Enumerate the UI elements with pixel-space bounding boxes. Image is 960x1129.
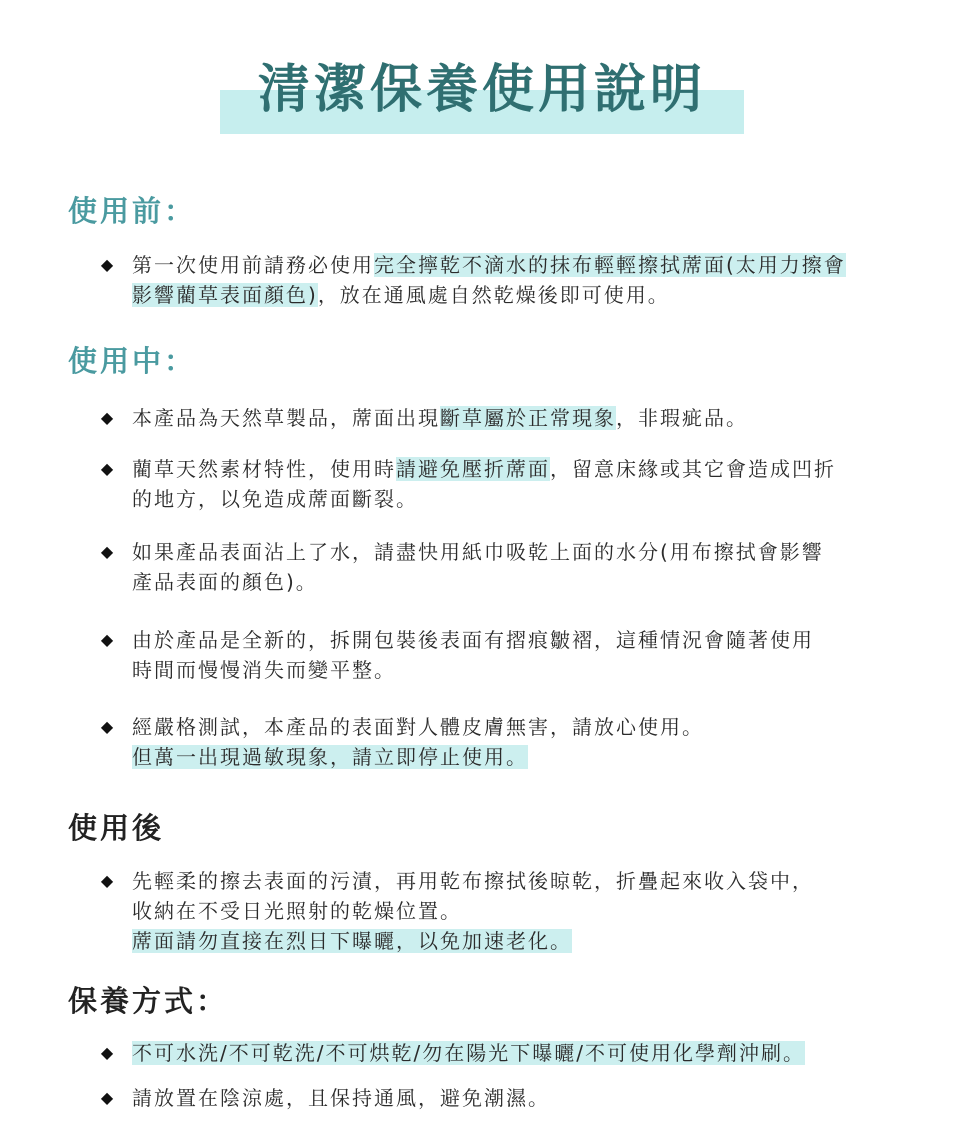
highlighted-text: 不可水洗/不可乾洗/不可烘乾/勿在陽光下曝曬/不可使用化學劑沖刷。 [132,1041,805,1065]
diamond-bullet-icon: ◆ [100,630,114,649]
page-title: 清潔保養使用說明 [257,59,706,120]
highlighted-text: 但萬一出現過敏現象，請立即停止使用。 [132,745,528,769]
section-heading-after: 使用後 [68,811,165,845]
diamond-bullet-icon: ◆ [100,408,114,427]
highlighted-text: 完全擰乾不滴水的抹布輕輕擦拭蓆面(太用力擦會 [374,253,846,277]
diamond-bullet-icon: ◆ [100,871,114,890]
diamond-bullet-icon: ◆ [100,459,114,478]
highlighted-text: 蓆面請勿直接在烈日下曝曬，以免加速老化。 [132,929,572,953]
instructions-page: 清潔保養使用說明 使用前： ◆ 第一次使用前請務必使用完全擰乾不滴水的抹布輕輕擦拭蓆面(太用力擦會 影響藺草表面顏色)，放在通風處自然乾燥後即可使用。 使用中： ◆ 本產品為天然草製品，蓆面出現斷草屬於正常現象，非瑕疵品。 ◆ 藺草天然素材特性，使用時請避免壓折蓆面，留意床緣或其它會造成凹折 的地方，以免造成蓆面斷裂。 ◆ 如果產品表面沾上了水，請盡快用紙巾吸乾上面的水分(用布擦拭會影響 產品表面的顏色)。 ◆ 由於產品是全新的，拆開包裝後表面有摺痕皺褶，這種情況會隨著使用 時間而慢慢消失而變平整。 ◆ 經嚴格測試，本產品的表面對人體皮膚無害，請放心使用。 但萬一出現過敏現象，請立即停止使用。 使用後 ◆ 先輕柔的擦去表面的污漬，再用乾布擦拭後晾乾，折疊起來收入袋中， 收納在不受日光照射的乾燥位置。 蓆面請勿直接在烈日下曝曬，以免加速老化。 保養方式： ◆ 不可水洗/不可乾洗/不可烘乾/勿在陽光下曝曬/不可使用化學劑沖刷。 ◆ 請放置在陰涼處，且保持通風，避免潮濕。 [0,0,960,1129]
diamond-bullet-icon: ◆ [100,1043,114,1062]
highlighted-text: 請避免壓折蓆面 [396,457,550,481]
diamond-bullet-icon: ◆ [100,717,114,736]
highlighted-text: 斷草屬於正常現象 [440,406,616,430]
page-title-block [220,52,744,134]
highlighted-text: 影響藺草表面顏色) [132,283,318,307]
diamond-bullet-icon: ◆ [100,542,114,561]
section-heading-care: 保養方式： [68,984,229,1018]
diamond-bullet-icon: ◆ [100,1088,114,1107]
section-heading-before: 使用前： [68,194,197,228]
diamond-bullet-icon: ◆ [100,255,114,274]
section-heading-during: 使用中： [68,344,197,378]
